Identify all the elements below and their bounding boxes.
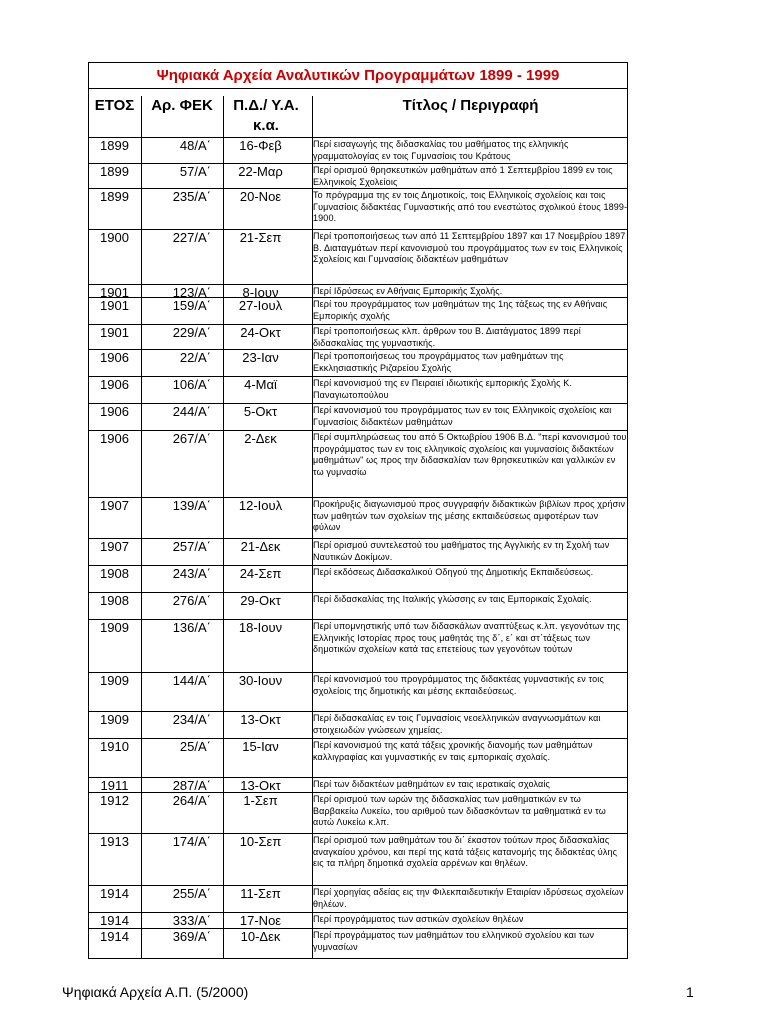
- year-cell: 1911: [100, 778, 129, 793]
- table-row: [88, 350, 628, 377]
- description-cell: Περί του προγράμματος των μαθημάτων της 1ης τάξεως της εν Αθήναις Εμπορικής σχολής: [313, 299, 608, 321]
- table-row: [88, 929, 628, 958]
- table-row: [88, 793, 628, 834]
- year-cell: 1906: [100, 431, 129, 446]
- date-cell: 4-Μαϊ: [244, 377, 277, 392]
- fek-cell: 234/Α΄: [172, 712, 211, 727]
- year-cell: 1906: [100, 377, 129, 392]
- date-cell: 18-Ιουν: [238, 620, 283, 635]
- fek-cell: 25/Α΄: [179, 739, 211, 754]
- fek-cell: 136/Α΄: [172, 620, 211, 635]
- year-cell: 1906: [100, 350, 129, 365]
- table-row: [88, 739, 628, 778]
- table-row: [88, 498, 628, 539]
- table-row: [88, 886, 628, 913]
- date-cell: 24-Οκτ: [240, 325, 281, 340]
- description-cell: Περί Ιδρύσεως εν Αθήναις Εμπορικής Σχολής.: [313, 286, 503, 296]
- description-cell: Περί προγράμματος των μαθημάτων του ελληνικού σχολείου και των γυμνασίων: [313, 930, 595, 952]
- year-cell: 1910: [100, 739, 129, 754]
- fek-cell: 257/Α΄: [172, 539, 211, 554]
- description-cell: Περί ορισμού των ωρών της διδασκαλίας των μαθηματικών εν τω Βαρβακείω Λυκείω, του αριθμού των διδασκόντων τα μαθηματικά εν τω αυτώ Λυκείω κ.λπ.: [313, 794, 606, 827]
- fek-cell: 123/Α΄: [172, 285, 211, 300]
- table-row: [88, 673, 628, 712]
- fek-cell: 106/Α΄: [172, 377, 211, 392]
- fek-cell: 243/Α΄: [172, 566, 211, 581]
- year-cell: 1900: [100, 230, 129, 245]
- description-cell: Περί εισαγωγής της διδασκαλίας του μαθήματος της ελληνικής γραμματολογίας εν τοις Γυμνασίοις του Κράτους: [313, 139, 569, 161]
- date-cell: 11-Σεπ: [240, 886, 281, 901]
- date-cell: 29-Οκτ: [240, 593, 281, 608]
- fek-cell: 227/Α΄: [172, 230, 211, 245]
- table-row: [88, 431, 628, 498]
- year-cell: 1899: [100, 189, 129, 204]
- header-decree-line2: κ.α.: [253, 117, 279, 134]
- date-cell: 24-Σεπ: [239, 566, 282, 581]
- date-cell: 2-Δεκ: [244, 431, 277, 446]
- fek-cell: 174/Α΄: [172, 834, 211, 849]
- table-row: [88, 834, 628, 886]
- description-cell: Περί κανονισμού της κατά τάξεις χρονικής διανομής των μαθημάτων καλλιγραφίας και γυμναστικής εν ταις εμπορικαίς σχολαίς.: [313, 740, 593, 762]
- table-row: [88, 230, 628, 285]
- table-row: [88, 325, 628, 350]
- year-cell: 1912: [100, 793, 129, 808]
- date-cell: 15-Ιαν: [242, 739, 279, 754]
- description-cell: Περί ορισμού συντελεστού του μαθήματος της Αγγλικής εν τη Σχολή των Ναυτικών Δοκίμων.: [313, 540, 610, 562]
- description-cell: Περί διδασκαλίας της Ιταλικής γλώσσης εν ταις Εμπορικαίς Σχολαίς.: [313, 594, 592, 604]
- description-cell: Περί προγράμματος των αστικών σχολείων θηλέων: [313, 914, 524, 924]
- table-row: [88, 164, 628, 189]
- description-cell: Το πρόγραμμα της εν τοις Δημοτικοίς, τοις Ελληνικοίς σχολείοις και τοις Γυμνασίοις διδακτέας Γυμναστικής από του ενεστώτος σχολικού έτους 1899-1900.: [313, 190, 628, 223]
- fek-cell: 267/Α΄: [172, 431, 211, 446]
- description-cell: Περί χορηγίας αδείας εις την Φιλεκπαιδευτικήν Εταιρίαν ιδρύσεως σχολείων θηλέων.: [313, 887, 624, 909]
- table-row: [88, 404, 628, 431]
- header-title: Τίτλος / Περιγραφή: [402, 97, 539, 114]
- description-cell: Περί υπομνηστικής υπό των διδασκάλων αναπτύξεως κ.λπ. γεγονότων της Ελληνικής Ιστορίας προς τους μαθητάς της δ΄, ε΄ και στ΄τάξεως των δημοτικών σχολείων κατά τας επετείους των γεγονότων τούτων: [313, 621, 621, 654]
- year-cell: 1909: [100, 712, 129, 727]
- fek-cell: 287/Α΄: [172, 778, 211, 793]
- document-title: Ψηφιακά Αρχεία Αναλυτικών Προγραμμάτων 1899 - 1999: [156, 66, 560, 84]
- header-decree-line1: Π.Δ./ Υ.Α.: [233, 97, 299, 114]
- header-decree: [223, 96, 309, 136]
- year-cell: 1909: [100, 620, 129, 635]
- table-row: [88, 566, 628, 593]
- description-cell: Περί κανονισμού του προγράμματος της διδακτέας γυμναστικής εν τοις σχολείοις της δημοτικής και μέσης εκπαιδεύσεως.: [313, 674, 604, 696]
- description-cell: Προκήρυξις διαγωνισμού προς συγγραφήν διδακτικών βιβλίων προς χρήσιν των μαθητών των σχολείων της μέσης εκπαιδεύσεως αμφοτέρων των φύλων: [313, 499, 626, 532]
- description-cell: Περί εκδόσεως Διδασκαλικού Οδηγού της Δημοτικής Εκπαιδεύσεως.: [313, 567, 594, 577]
- fek-cell: 333/Α΄: [172, 913, 211, 928]
- description-cell: Περί συμπληρώσεως του από 5 Οκτωβρίου 1906 Β.Δ. "περί κανονισμού του προγράμματος των εν τοις ελληνικοίς σχολείοις και γυμνασίοις διδακτέων μαθημάτων" ως προς την διδασκαλίαν των θρησκευτικών και γαλλικών εν τω γυμνασίω: [313, 432, 627, 477]
- description-cell: Περί τροποποιήσεως των από 11 Σεπτεμβρίου 1897 και 17 Νοεμβρίου 1897 Β. Διαταγμάτων περί κανονισμού του προγράμματος των εν τοις Ελληνικοίς Σχολείοις και Γυμνασίοις διδακτέων μαθημάτων: [313, 231, 626, 264]
- table-row: [88, 189, 628, 230]
- table-row: [88, 377, 628, 404]
- fek-cell: 235/Α΄: [172, 189, 211, 204]
- table-row: [88, 298, 628, 325]
- table-row: [88, 620, 628, 673]
- fek-cell: 139/Α΄: [172, 498, 211, 513]
- year-cell: 1909: [100, 673, 129, 688]
- date-cell: 30-Ιουν: [238, 673, 283, 688]
- description-cell: Περί κανονισμού του προγράμματος των εν τοις Ελληνικοίς σχολείοις και Γυμνασίοις διδακτέων μαθημάτων: [313, 405, 612, 427]
- description-cell: Περί τροποποιήσεως κλπ. άρθρων του Β. Διατάγματος 1899 περί διδασκαλίας της γυμναστικής.: [313, 326, 581, 348]
- year-cell: 1914: [100, 913, 129, 928]
- year-cell: 1913: [100, 834, 129, 849]
- year-cell: 1901: [100, 285, 129, 300]
- fek-cell: 48/Α΄: [179, 138, 211, 153]
- year-cell: 1899: [100, 138, 129, 153]
- fek-cell: 57/Α΄: [179, 164, 211, 179]
- fek-cell: 159/Α΄: [172, 298, 211, 313]
- date-cell: 23-Ιαν: [242, 350, 279, 365]
- date-cell: 12-Ιουλ: [238, 498, 283, 513]
- fek-cell: 369/Α΄: [172, 929, 211, 944]
- fek-cell: 144/Α΄: [172, 673, 211, 688]
- year-cell: 1906: [100, 404, 129, 419]
- table-row: [88, 138, 628, 164]
- description-cell: Περί ορισμού θρησκευτικών μαθημάτων από 1 Σεπτεμβρίου 1899 εν τοις Ελληνικοίς Σχολείοις: [313, 165, 613, 187]
- description-cell: Περί ορισμού των μαθημάτων του δι΄ έκαστον τούτων προς διδασκαλίας αναγκαίου χρόνου, και περί της κατά τάξεις κατανομής της διδακτέας ύλης εις τα πλήρη δημοτικά σχολεία αρρένων και θηλέων.: [313, 835, 618, 868]
- fek-cell: 276/Α΄: [172, 593, 211, 608]
- description-cell: Περί κανονισμού της εν Πειραιεί ιδιωτικής εμπορικής Σχολής Κ. Παναγιωτοπούλου: [313, 378, 573, 400]
- date-cell: 17-Νοε: [239, 913, 282, 928]
- date-cell: 21-Δεκ: [240, 539, 281, 554]
- date-cell: 16-Φεβ: [239, 138, 282, 153]
- grid-line: [88, 958, 628, 959]
- date-cell: 13-Οκτ: [240, 712, 281, 727]
- table-row: [88, 778, 628, 793]
- grid-line: [88, 88, 628, 89]
- date-cell: 20-Νοε: [239, 189, 282, 204]
- year-cell: 1908: [100, 566, 129, 581]
- table-row: [88, 913, 628, 929]
- year-cell: 1907: [100, 498, 129, 513]
- page-number: 1: [686, 984, 694, 1000]
- description-cell: Περί τροποποιήσεως του προγράμματος των μαθημάτων της Εκκλησιαστικής Ριζαρείου Σχολής: [313, 351, 564, 373]
- year-cell: 1914: [100, 886, 129, 901]
- year-cell: 1914: [100, 929, 129, 944]
- date-cell: 10-Δεκ: [240, 929, 281, 944]
- fek-cell: 229/Α΄: [172, 325, 211, 340]
- description-cell: Περί των διδακτέων μαθημάτων εν ταις ιερατικαίς σχολαίς: [313, 779, 550, 789]
- fek-cell: 22/Α΄: [179, 350, 211, 365]
- header-year: ΕΤΟΣ: [94, 97, 135, 114]
- description-cell: Περί διδασκαλίας εν τοις Γυμνασίοις νεοελληνικών αναγνωσμάτων και στοιχειωδών γνώσεων χημείας.: [313, 713, 601, 735]
- date-cell: 13-Οκτ: [240, 778, 281, 793]
- footer-text: Ψηφιακά Αρχεία Α.Π. (5/2000): [62, 984, 249, 1000]
- fek-cell: 264/Α΄: [172, 793, 211, 808]
- year-cell: 1908: [100, 593, 129, 608]
- year-cell: 1899: [100, 164, 129, 179]
- table-row: [88, 712, 628, 739]
- date-cell: 1-Σεπ: [243, 793, 278, 808]
- date-cell: 8-Ιουν: [242, 285, 279, 300]
- table-row: [88, 539, 628, 566]
- fek-cell: 244/Α΄: [172, 404, 211, 419]
- date-cell: 27-Ιουλ: [238, 298, 283, 313]
- year-cell: 1907: [100, 539, 129, 554]
- year-cell: 1901: [100, 325, 129, 340]
- date-cell: 10-Σεπ: [239, 834, 282, 849]
- date-cell: 22-Μαρ: [238, 164, 283, 179]
- year-cell: 1901: [100, 298, 129, 313]
- date-cell: 21-Σεπ: [239, 230, 282, 245]
- fek-cell: 255/Α΄: [172, 886, 211, 901]
- date-cell: 5-Οκτ: [243, 404, 278, 419]
- table-row: [88, 285, 628, 298]
- header-fek: Αρ. ΦΕΚ: [151, 97, 213, 114]
- table-row: [88, 593, 628, 620]
